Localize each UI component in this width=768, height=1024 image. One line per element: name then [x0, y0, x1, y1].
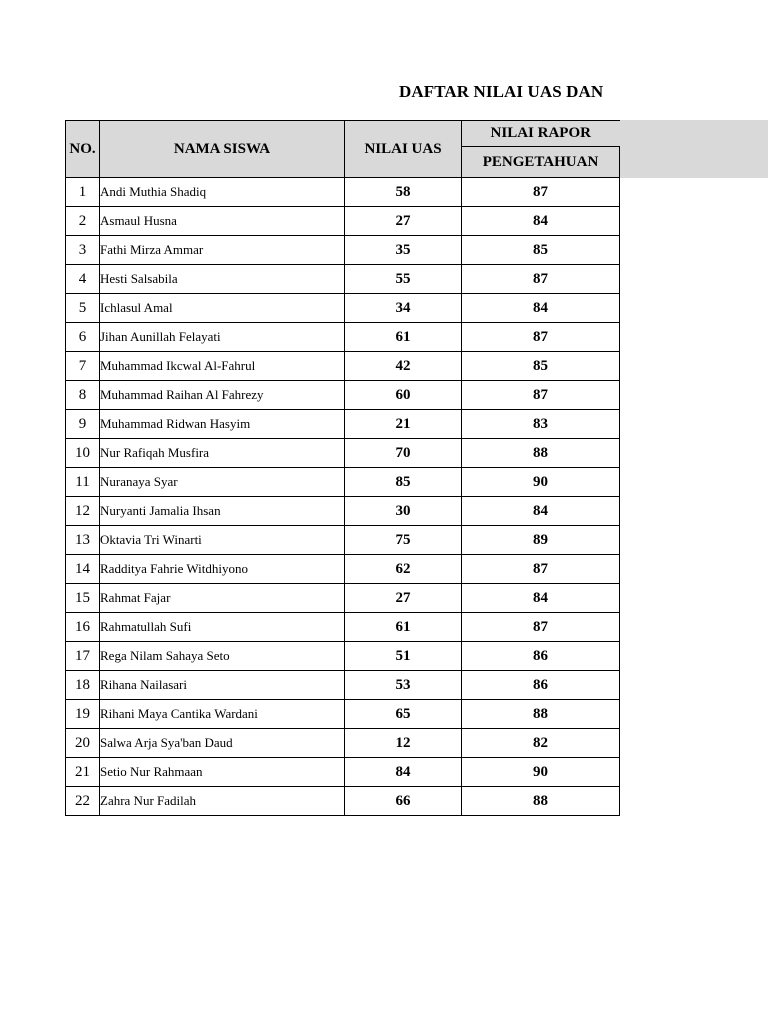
student-name: Muhammad Ridwan Hasyim — [100, 410, 345, 439]
table-row — [66, 787, 620, 816]
pengetahuan-value: 88 — [462, 700, 620, 729]
table-row — [66, 671, 620, 700]
table-row — [66, 178, 620, 207]
student-name: Muhammad Raihan Al Fahrezy — [100, 381, 345, 410]
nilai-uas-value: 51 — [345, 642, 462, 671]
header-nama-siswa: NAMA SISWA — [100, 121, 345, 178]
nilai-uas-value: 30 — [345, 497, 462, 526]
table-row — [66, 236, 620, 265]
nilai-uas-value: 61 — [345, 323, 462, 352]
pengetahuan-value: 83 — [462, 410, 620, 439]
nilai-uas-value: 65 — [345, 700, 462, 729]
student-name: Nuranaya Syar — [100, 468, 345, 497]
row-number: 20 — [66, 729, 100, 758]
student-name: Radditya Fahrie Witdhiyono — [100, 555, 345, 584]
header-no: NO. — [66, 121, 100, 178]
nilai-uas-value: 21 — [345, 410, 462, 439]
nilai-uas-value: 84 — [345, 758, 462, 787]
student-name: Asmaul Husna — [100, 207, 345, 236]
pengetahuan-value: 87 — [462, 178, 620, 207]
student-name: Zahra Nur Fadilah — [100, 787, 345, 816]
nilai-uas-value: 61 — [345, 613, 462, 642]
header-shading-overflow — [619, 120, 768, 178]
pengetahuan-value: 90 — [462, 468, 620, 497]
table-row — [66, 526, 620, 555]
student-name: Andi Muthia Shadiq — [100, 178, 345, 207]
table-row — [66, 381, 620, 410]
table-row — [66, 207, 620, 236]
row-number: 2 — [66, 207, 100, 236]
table-row — [66, 584, 620, 613]
row-number: 3 — [66, 236, 100, 265]
student-name: Rahmatullah Sufi — [100, 613, 345, 642]
nilai-uas-value: 55 — [345, 265, 462, 294]
nilai-uas-value: 85 — [345, 468, 462, 497]
student-name: Jihan Aunillah Felayati — [100, 323, 345, 352]
student-name: Rega Nilam Sahaya Seto — [100, 642, 345, 671]
grades-table — [65, 120, 620, 816]
pengetahuan-value: 86 — [462, 642, 620, 671]
row-number: 6 — [66, 323, 100, 352]
pengetahuan-value: 84 — [462, 497, 620, 526]
student-name: Hesti Salsabila — [100, 265, 345, 294]
student-name: Nur Rafiqah Musfira — [100, 439, 345, 468]
student-name: Muhammad Ikcwal Al-Fahrul — [100, 352, 345, 381]
header-nilai-uas: NILAI UAS — [345, 121, 462, 178]
row-number: 8 — [66, 381, 100, 410]
row-number: 15 — [66, 584, 100, 613]
pengetahuan-value: 87 — [462, 555, 620, 584]
nilai-uas-value: 58 — [345, 178, 462, 207]
row-number: 1 — [66, 178, 100, 207]
table-row — [66, 352, 620, 381]
pengetahuan-value: 89 — [462, 526, 620, 555]
row-number: 12 — [66, 497, 100, 526]
nilai-uas-value: 12 — [345, 729, 462, 758]
nilai-uas-value: 70 — [345, 439, 462, 468]
table-row — [66, 700, 620, 729]
pengetahuan-value: 84 — [462, 207, 620, 236]
table-row — [66, 642, 620, 671]
nilai-uas-value: 62 — [345, 555, 462, 584]
pengetahuan-value: 84 — [462, 294, 620, 323]
document-title: DAFTAR NILAI UAS DAN — [399, 82, 604, 101]
table-row — [66, 439, 620, 468]
row-number: 10 — [66, 439, 100, 468]
pengetahuan-value: 82 — [462, 729, 620, 758]
student-name: Rihana Nailasari — [100, 671, 345, 700]
nilai-uas-value: 27 — [345, 584, 462, 613]
row-number: 19 — [66, 700, 100, 729]
row-number: 5 — [66, 294, 100, 323]
student-name: Setio Nur Rahmaan — [100, 758, 345, 787]
nilai-uas-value: 27 — [345, 207, 462, 236]
pengetahuan-value: 84 — [462, 584, 620, 613]
nilai-uas-value: 75 — [345, 526, 462, 555]
student-name: Rahmat Fajar — [100, 584, 345, 613]
student-name: Fathi Mirza Ammar — [100, 236, 345, 265]
pengetahuan-value: 85 — [462, 352, 620, 381]
row-number: 13 — [66, 526, 100, 555]
row-number: 11 — [66, 468, 100, 497]
student-name: Rihani Maya Cantika Wardani — [100, 700, 345, 729]
pengetahuan-value: 87 — [462, 265, 620, 294]
table-row — [66, 294, 620, 323]
table-row — [66, 323, 620, 352]
row-number: 16 — [66, 613, 100, 642]
row-number: 22 — [66, 787, 100, 816]
pengetahuan-value: 88 — [462, 787, 620, 816]
student-name: Ichlasul Amal — [100, 294, 345, 323]
table-row — [66, 468, 620, 497]
student-name: Salwa Arja Sya'ban Daud — [100, 729, 345, 758]
table-row — [66, 265, 620, 294]
table-row — [66, 497, 620, 526]
pengetahuan-value: 85 — [462, 236, 620, 265]
table-row — [66, 729, 620, 758]
nilai-uas-value: 66 — [345, 787, 462, 816]
pengetahuan-value: 90 — [462, 758, 620, 787]
pengetahuan-value: 86 — [462, 671, 620, 700]
row-number: 21 — [66, 758, 100, 787]
nilai-uas-value: 42 — [345, 352, 462, 381]
row-number: 4 — [66, 265, 100, 294]
pengetahuan-value: 87 — [462, 381, 620, 410]
header-pengetahuan: PENGETAHUAN — [462, 147, 620, 178]
nilai-uas-value: 34 — [345, 294, 462, 323]
table-row — [66, 613, 620, 642]
row-number: 7 — [66, 352, 100, 381]
row-number: 9 — [66, 410, 100, 439]
student-name: Nuryanti Jamalia Ihsan — [100, 497, 345, 526]
table-row — [66, 555, 620, 584]
pengetahuan-value: 87 — [462, 613, 620, 642]
table-body — [66, 178, 620, 816]
nilai-uas-value: 35 — [345, 236, 462, 265]
student-name: Oktavia Tri Winarti — [100, 526, 345, 555]
pengetahuan-value: 87 — [462, 323, 620, 352]
nilai-uas-value: 60 — [345, 381, 462, 410]
row-number: 17 — [66, 642, 100, 671]
header-nilai-rapor: NILAI RAPOR — [462, 121, 620, 147]
table-row — [66, 758, 620, 787]
table-row — [66, 410, 620, 439]
pengetahuan-value: 88 — [462, 439, 620, 468]
row-number: 18 — [66, 671, 100, 700]
row-number: 14 — [66, 555, 100, 584]
nilai-uas-value: 53 — [345, 671, 462, 700]
